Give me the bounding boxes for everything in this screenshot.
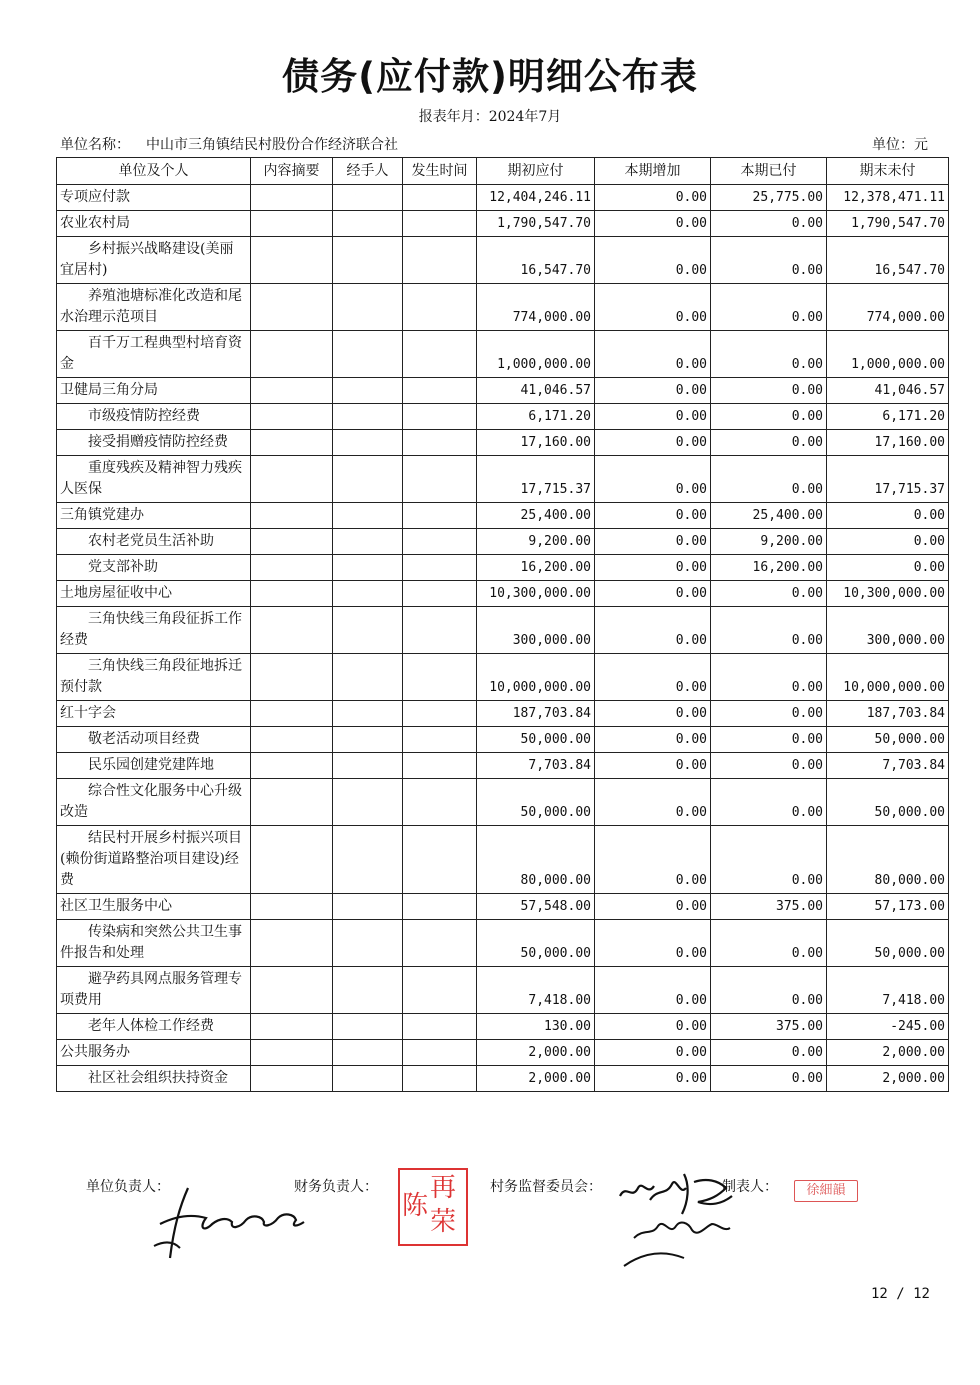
row-handler	[333, 529, 403, 555]
row-opening: 41,046.57	[477, 378, 595, 404]
col-header-handler: 经手人	[333, 158, 403, 185]
row-party: 市级疫情防控经费	[57, 404, 251, 430]
row-date	[403, 1014, 477, 1040]
row-handler	[333, 607, 403, 654]
row-date	[403, 894, 477, 920]
row-paid: 0.00	[711, 331, 827, 378]
row-summary	[251, 237, 333, 284]
col-header-summary: 内容摘要	[251, 158, 333, 185]
table-header-row	[57, 158, 949, 185]
row-closing: 41,046.57	[827, 378, 949, 404]
table-row	[57, 654, 949, 701]
row-increase: 0.00	[595, 1014, 711, 1040]
row-date	[403, 378, 477, 404]
row-closing: 17,715.37	[827, 456, 949, 503]
row-date	[403, 284, 477, 331]
row-closing: 16,547.70	[827, 237, 949, 284]
ledger-body	[57, 185, 949, 1092]
preparer-label: 制表人：	[722, 1179, 778, 1195]
row-paid: 0.00	[711, 237, 827, 284]
row-paid: 375.00	[711, 1014, 827, 1040]
row-opening: 10,300,000.00	[477, 581, 595, 607]
row-increase: 0.00	[595, 1040, 711, 1066]
row-party: 土地房屋征收中心	[57, 581, 251, 607]
row-date	[403, 185, 477, 211]
row-party: 红十字会	[57, 701, 251, 727]
row-date	[403, 607, 477, 654]
row-closing: 7,703.84	[827, 753, 949, 779]
row-opening: 50,000.00	[477, 779, 595, 826]
row-summary	[251, 456, 333, 503]
row-paid: 0.00	[711, 404, 827, 430]
row-increase: 0.00	[595, 430, 711, 456]
table-row	[57, 1066, 949, 1092]
row-paid: 0.00	[711, 456, 827, 503]
row-increase: 0.00	[595, 920, 711, 967]
row-handler	[333, 237, 403, 284]
row-increase: 0.00	[595, 727, 711, 753]
col-header-increase: 本期增加	[595, 158, 711, 185]
row-increase: 0.00	[595, 701, 711, 727]
table-row	[57, 529, 949, 555]
row-opening: 6,171.20	[477, 404, 595, 430]
row-summary	[251, 701, 333, 727]
row-date	[403, 555, 477, 581]
row-paid: 0.00	[711, 581, 827, 607]
table-row	[57, 727, 949, 753]
row-handler	[333, 503, 403, 529]
row-increase: 0.00	[595, 779, 711, 826]
row-paid: 0.00	[711, 920, 827, 967]
finance-head-label: 财务负责人：	[294, 1179, 378, 1195]
row-opening: 17,160.00	[477, 430, 595, 456]
row-date	[403, 456, 477, 503]
row-opening: 7,703.84	[477, 753, 595, 779]
row-opening: 9,200.00	[477, 529, 595, 555]
row-date	[403, 967, 477, 1014]
row-opening: 187,703.84	[477, 701, 595, 727]
row-opening: 300,000.00	[477, 607, 595, 654]
row-closing: 1,790,547.70	[827, 211, 949, 237]
row-party: 社区卫生服务中心	[57, 894, 251, 920]
row-increase: 0.00	[595, 607, 711, 654]
row-handler	[333, 211, 403, 237]
row-handler	[333, 555, 403, 581]
row-handler	[333, 779, 403, 826]
row-increase: 0.00	[595, 237, 711, 284]
row-closing: 0.00	[827, 555, 949, 581]
row-date	[403, 753, 477, 779]
row-closing: -245.00	[827, 1014, 949, 1040]
row-paid: 25,775.00	[711, 185, 827, 211]
row-date	[403, 779, 477, 826]
row-opening: 1,000,000.00	[477, 331, 595, 378]
row-paid: 0.00	[711, 753, 827, 779]
row-paid: 375.00	[711, 894, 827, 920]
row-opening: 10,000,000.00	[477, 654, 595, 701]
unit-name: 中山市三角镇结民村股份合作经济联合社	[146, 137, 398, 153]
row-date	[403, 1040, 477, 1066]
table-row	[57, 920, 949, 967]
row-paid: 0.00	[711, 378, 827, 404]
row-party: 传染病和突然公共卫生事件报告和处理	[57, 920, 251, 967]
table-row	[57, 1040, 949, 1066]
row-paid: 0.00	[711, 211, 827, 237]
row-opening: 50,000.00	[477, 920, 595, 967]
row-summary	[251, 967, 333, 1014]
row-closing: 0.00	[827, 529, 949, 555]
row-summary	[251, 753, 333, 779]
row-summary	[251, 727, 333, 753]
table-row	[57, 701, 949, 727]
row-summary	[251, 581, 333, 607]
row-handler	[333, 894, 403, 920]
row-date	[403, 701, 477, 727]
row-party: 养殖池塘标准化改造和尾水治理示范项目	[57, 284, 251, 331]
row-handler	[333, 1066, 403, 1092]
supervision-label: 村务监督委员会：	[490, 1179, 602, 1195]
row-increase: 0.00	[595, 456, 711, 503]
table-row	[57, 826, 949, 894]
row-closing: 774,000.00	[827, 284, 949, 331]
row-closing: 10,000,000.00	[827, 654, 949, 701]
row-summary	[251, 378, 333, 404]
row-handler	[333, 581, 403, 607]
row-summary	[251, 331, 333, 378]
unit-head-signature	[140, 1176, 310, 1266]
table-row	[57, 967, 949, 1014]
row-party: 党支部补助	[57, 555, 251, 581]
col-header-party: 单位及个人	[57, 158, 251, 185]
row-summary	[251, 529, 333, 555]
col-header-paid: 本期已付	[711, 158, 827, 185]
row-closing: 80,000.00	[827, 826, 949, 894]
row-increase: 0.00	[595, 894, 711, 920]
row-paid: 9,200.00	[711, 529, 827, 555]
row-paid: 0.00	[711, 779, 827, 826]
row-handler	[333, 1014, 403, 1040]
row-handler	[333, 284, 403, 331]
row-summary	[251, 826, 333, 894]
row-date	[403, 826, 477, 894]
row-summary	[251, 607, 333, 654]
row-closing: 50,000.00	[827, 779, 949, 826]
row-paid: 0.00	[711, 1040, 827, 1066]
row-handler	[333, 753, 403, 779]
row-paid: 0.00	[711, 607, 827, 654]
row-party: 百千万工程典型村培育资金	[57, 331, 251, 378]
row-summary	[251, 211, 333, 237]
row-opening: 774,000.00	[477, 284, 595, 331]
col-header-closing: 期末未付	[827, 158, 949, 185]
report-date: 报表年月：2024年7月	[418, 109, 562, 125]
row-closing: 50,000.00	[827, 920, 949, 967]
row-summary	[251, 894, 333, 920]
table-row	[57, 456, 949, 503]
row-date	[403, 503, 477, 529]
page-number: 12 / 12	[870, 1286, 930, 1302]
row-date	[403, 581, 477, 607]
row-closing: 0.00	[827, 503, 949, 529]
row-opening: 130.00	[477, 1014, 595, 1040]
page-title: 债务(应付款)明细公布表	[282, 55, 698, 98]
row-opening: 1,790,547.70	[477, 211, 595, 237]
row-opening: 7,418.00	[477, 967, 595, 1014]
row-closing: 17,160.00	[827, 430, 949, 456]
unit-label: 单位名称：	[60, 137, 130, 153]
currency-unit: 单位：元	[872, 137, 928, 153]
row-party: 结民村开展乡村振兴项目(赖份街道路整治项目建设)经费	[57, 826, 251, 894]
row-party: 老年人体检工作经费	[57, 1014, 251, 1040]
row-increase: 0.00	[595, 529, 711, 555]
row-date	[403, 211, 477, 237]
row-opening: 2,000.00	[477, 1040, 595, 1066]
row-summary	[251, 185, 333, 211]
row-increase: 0.00	[595, 581, 711, 607]
row-summary	[251, 779, 333, 826]
row-closing: 2,000.00	[827, 1040, 949, 1066]
row-party: 综合性文化服务中心升级改造	[57, 779, 251, 826]
row-party: 重度残疾及精神智力残疾人医保	[57, 456, 251, 503]
row-paid: 0.00	[711, 727, 827, 753]
seal-stamp: 再 陈 荣	[398, 1168, 468, 1246]
row-party: 农业农村局	[57, 211, 251, 237]
row-summary	[251, 1066, 333, 1092]
row-date	[403, 920, 477, 967]
row-handler	[333, 727, 403, 753]
row-paid: 0.00	[711, 430, 827, 456]
row-handler	[333, 378, 403, 404]
row-summary	[251, 654, 333, 701]
row-date	[403, 727, 477, 753]
row-date	[403, 331, 477, 378]
row-opening: 25,400.00	[477, 503, 595, 529]
row-summary	[251, 1040, 333, 1066]
row-paid: 0.00	[711, 967, 827, 1014]
row-paid: 0.00	[711, 1066, 827, 1092]
row-party: 农村老党员生活补助	[57, 529, 251, 555]
row-closing: 7,418.00	[827, 967, 949, 1014]
row-handler	[333, 185, 403, 211]
row-handler	[333, 456, 403, 503]
table-row	[57, 331, 949, 378]
row-date	[403, 1066, 477, 1092]
row-increase: 0.00	[595, 753, 711, 779]
row-increase: 0.00	[595, 211, 711, 237]
row-date	[403, 529, 477, 555]
row-summary	[251, 503, 333, 529]
row-paid: 0.00	[711, 701, 827, 727]
table-row	[57, 555, 949, 581]
row-summary	[251, 920, 333, 967]
table-row	[57, 581, 949, 607]
row-increase: 0.00	[595, 654, 711, 701]
row-party: 避孕药具网点服务管理专项费用	[57, 967, 251, 1014]
row-handler	[333, 404, 403, 430]
table-row	[57, 607, 949, 654]
row-opening: 17,715.37	[477, 456, 595, 503]
row-opening: 16,547.70	[477, 237, 595, 284]
row-opening: 57,548.00	[477, 894, 595, 920]
row-party: 三角快线三角段征拆工作经费	[57, 607, 251, 654]
row-closing: 6,171.20	[827, 404, 949, 430]
col-header-date: 发生时间	[403, 158, 477, 185]
row-increase: 0.00	[595, 503, 711, 529]
row-increase: 0.00	[595, 378, 711, 404]
row-date	[403, 404, 477, 430]
row-summary	[251, 284, 333, 331]
row-opening: 50,000.00	[477, 727, 595, 753]
row-summary	[251, 404, 333, 430]
unit-head-label: 单位负责人：	[86, 1179, 170, 1195]
row-party: 民乐园创建党建阵地	[57, 753, 251, 779]
row-date	[403, 430, 477, 456]
row-closing: 50,000.00	[827, 727, 949, 753]
row-party: 三角快线三角段征地拆迁预付款	[57, 654, 251, 701]
row-handler	[333, 967, 403, 1014]
row-handler	[333, 1040, 403, 1066]
row-summary	[251, 1014, 333, 1040]
table-row	[57, 753, 949, 779]
table-row	[57, 211, 949, 237]
row-party: 公共服务办	[57, 1040, 251, 1066]
table-row	[57, 894, 949, 920]
table-row	[57, 185, 949, 211]
row-summary	[251, 555, 333, 581]
row-closing: 57,173.00	[827, 894, 949, 920]
row-party: 卫健局三角分局	[57, 378, 251, 404]
table-row	[57, 430, 949, 456]
row-increase: 0.00	[595, 967, 711, 1014]
row-increase: 0.00	[595, 555, 711, 581]
row-closing: 300,000.00	[827, 607, 949, 654]
preparer-name-stamp: 徐細韻	[794, 1180, 858, 1202]
row-handler	[333, 826, 403, 894]
row-handler	[333, 331, 403, 378]
row-date	[403, 654, 477, 701]
row-handler	[333, 920, 403, 967]
row-party: 敬老活动项目经费	[57, 727, 251, 753]
row-closing: 12,378,471.11	[827, 185, 949, 211]
row-closing: 2,000.00	[827, 1066, 949, 1092]
row-paid: 0.00	[711, 826, 827, 894]
unit-name-line	[60, 134, 398, 154]
table-row	[57, 378, 949, 404]
row-date	[403, 237, 477, 284]
row-party: 乡村振兴战略建设(美丽宜居村)	[57, 237, 251, 284]
table-row	[57, 503, 949, 529]
row-summary	[251, 430, 333, 456]
table-row	[57, 1014, 949, 1040]
row-increase: 0.00	[595, 185, 711, 211]
row-closing: 187,703.84	[827, 701, 949, 727]
table-row	[57, 404, 949, 430]
row-paid: 16,200.00	[711, 555, 827, 581]
row-opening: 12,404,246.11	[477, 185, 595, 211]
row-paid: 25,400.00	[711, 503, 827, 529]
supervision-signatures	[614, 1166, 754, 1282]
row-increase: 0.00	[595, 404, 711, 430]
row-handler	[333, 430, 403, 456]
row-opening: 16,200.00	[477, 555, 595, 581]
row-party: 三角镇党建办	[57, 503, 251, 529]
col-header-opening: 期初应付	[477, 158, 595, 185]
row-party: 接受捐赠疫情防控经费	[57, 430, 251, 456]
row-party: 专项应付款	[57, 185, 251, 211]
row-paid: 0.00	[711, 284, 827, 331]
row-opening: 80,000.00	[477, 826, 595, 894]
row-handler	[333, 701, 403, 727]
table-row	[57, 284, 949, 331]
row-increase: 0.00	[595, 1066, 711, 1092]
table-row	[57, 237, 949, 284]
row-paid: 0.00	[711, 654, 827, 701]
table-row	[57, 779, 949, 826]
row-closing: 1,000,000.00	[827, 331, 949, 378]
debt-ledger-table	[56, 157, 949, 1092]
row-increase: 0.00	[595, 331, 711, 378]
row-increase: 0.00	[595, 284, 711, 331]
row-closing: 10,300,000.00	[827, 581, 949, 607]
row-increase: 0.00	[595, 826, 711, 894]
row-opening: 2,000.00	[477, 1066, 595, 1092]
row-handler	[333, 654, 403, 701]
row-party: 社区社会组织扶持资金	[57, 1066, 251, 1092]
